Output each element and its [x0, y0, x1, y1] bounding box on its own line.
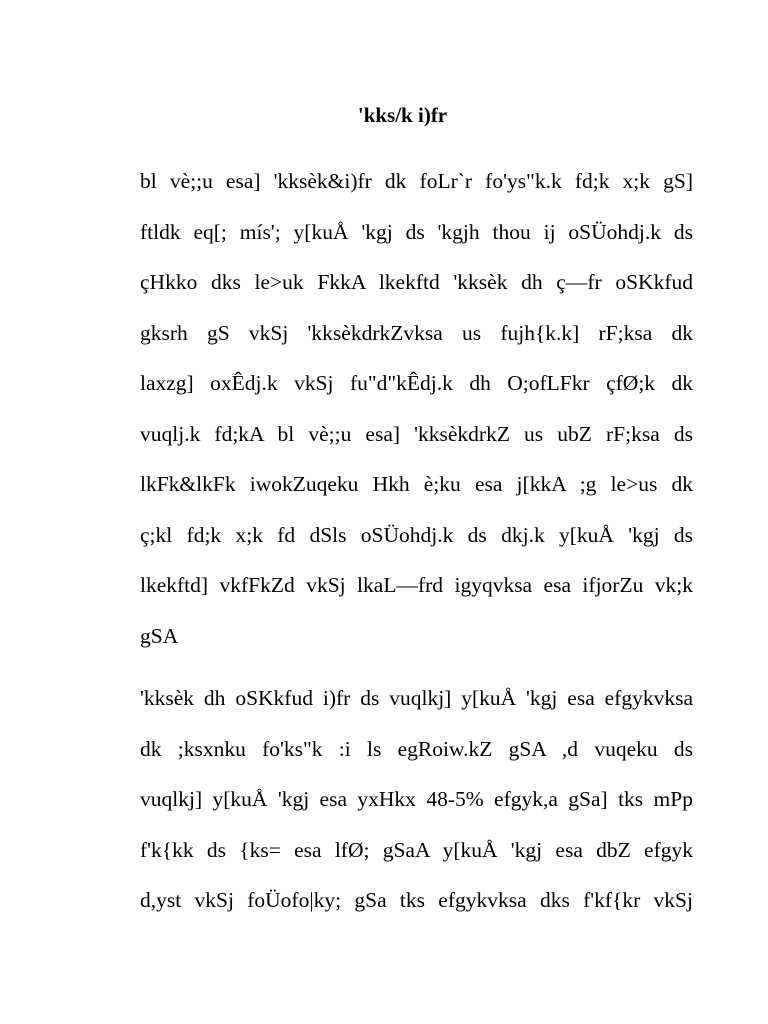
paragraph-line: ftldk eq[; mís'; y[kuÅ 'kgj ds 'kgjh thou ij oSÜohdj.k ds — [140, 219, 693, 244]
document-title: 'kks/k i)fr — [357, 103, 448, 127]
paragraph-line: lkFk&lkFk iwokZuqeku Hkh è;ku esa j[kkA ;g le>us dk — [140, 472, 693, 496]
paragraph-line: vuqlkj] y[kuÅ 'kgj esa yxHkx 48-5% efgyk,a gSa] tks mPp — [140, 787, 693, 811]
paragraph-line: f'k{kk ds {ks= esa lfØ; gSaA y[kuÅ 'kgj esa dbZ efgyk — [140, 837, 693, 862]
paragraph-line: bl vè;;u esa] 'kksèk&i)fr dk foLr`r fo'ys"k.k fd;k x;k gS] — [140, 169, 693, 193]
paragraph-line: 'kksèk dh oSKkfud i)fr ds vuqlkj] y[kuÅ 'kgj esa efgykvksa — [140, 686, 693, 710]
paragraph-line: gSA — [140, 623, 179, 648]
paragraph-line: dk ;ksxnku fo'ks"k :i ls egRoiw.kZ gSA ,d vuqeku ds — [140, 736, 693, 761]
paragraph-line: vuqlj.k fd;kA bl vè;;u esa] 'kksèkdrkZ us ubZ rF;ksa ds — [140, 421, 693, 446]
paragraph-line: ç;kl fd;k x;k fd dSls oSÜohdj.k ds dkj.k y[kuÅ 'kgj ds — [140, 522, 693, 547]
paragraph-line: d,yst vkSj foÜofo|ky; gSa tks efgykvksa dks f'kf{kr vkSj — [140, 888, 693, 912]
paragraph-line: laxzg] oxÊdj.k vkSj fu"d"kÊdj.k dh O;ofLFkr çfØ;k dk — [140, 371, 693, 395]
paragraph-1 — [140, 156, 693, 661]
paragraph-line: gksrh gS vkSj 'kksèkdrkZvksa us fujh{k.k] rF;ksa dk — [140, 320, 693, 345]
paragraph-line: çHkko dks le>uk FkkA lkekftd 'kksèk dh ç—fr oSKkfud — [140, 270, 693, 294]
paragraph-2 — [140, 673, 693, 926]
paragraph-line: lkekftd] vkfFkZd vkSj lkaL—frd igyqvksa esa ifjorZu vk;k — [140, 573, 693, 597]
